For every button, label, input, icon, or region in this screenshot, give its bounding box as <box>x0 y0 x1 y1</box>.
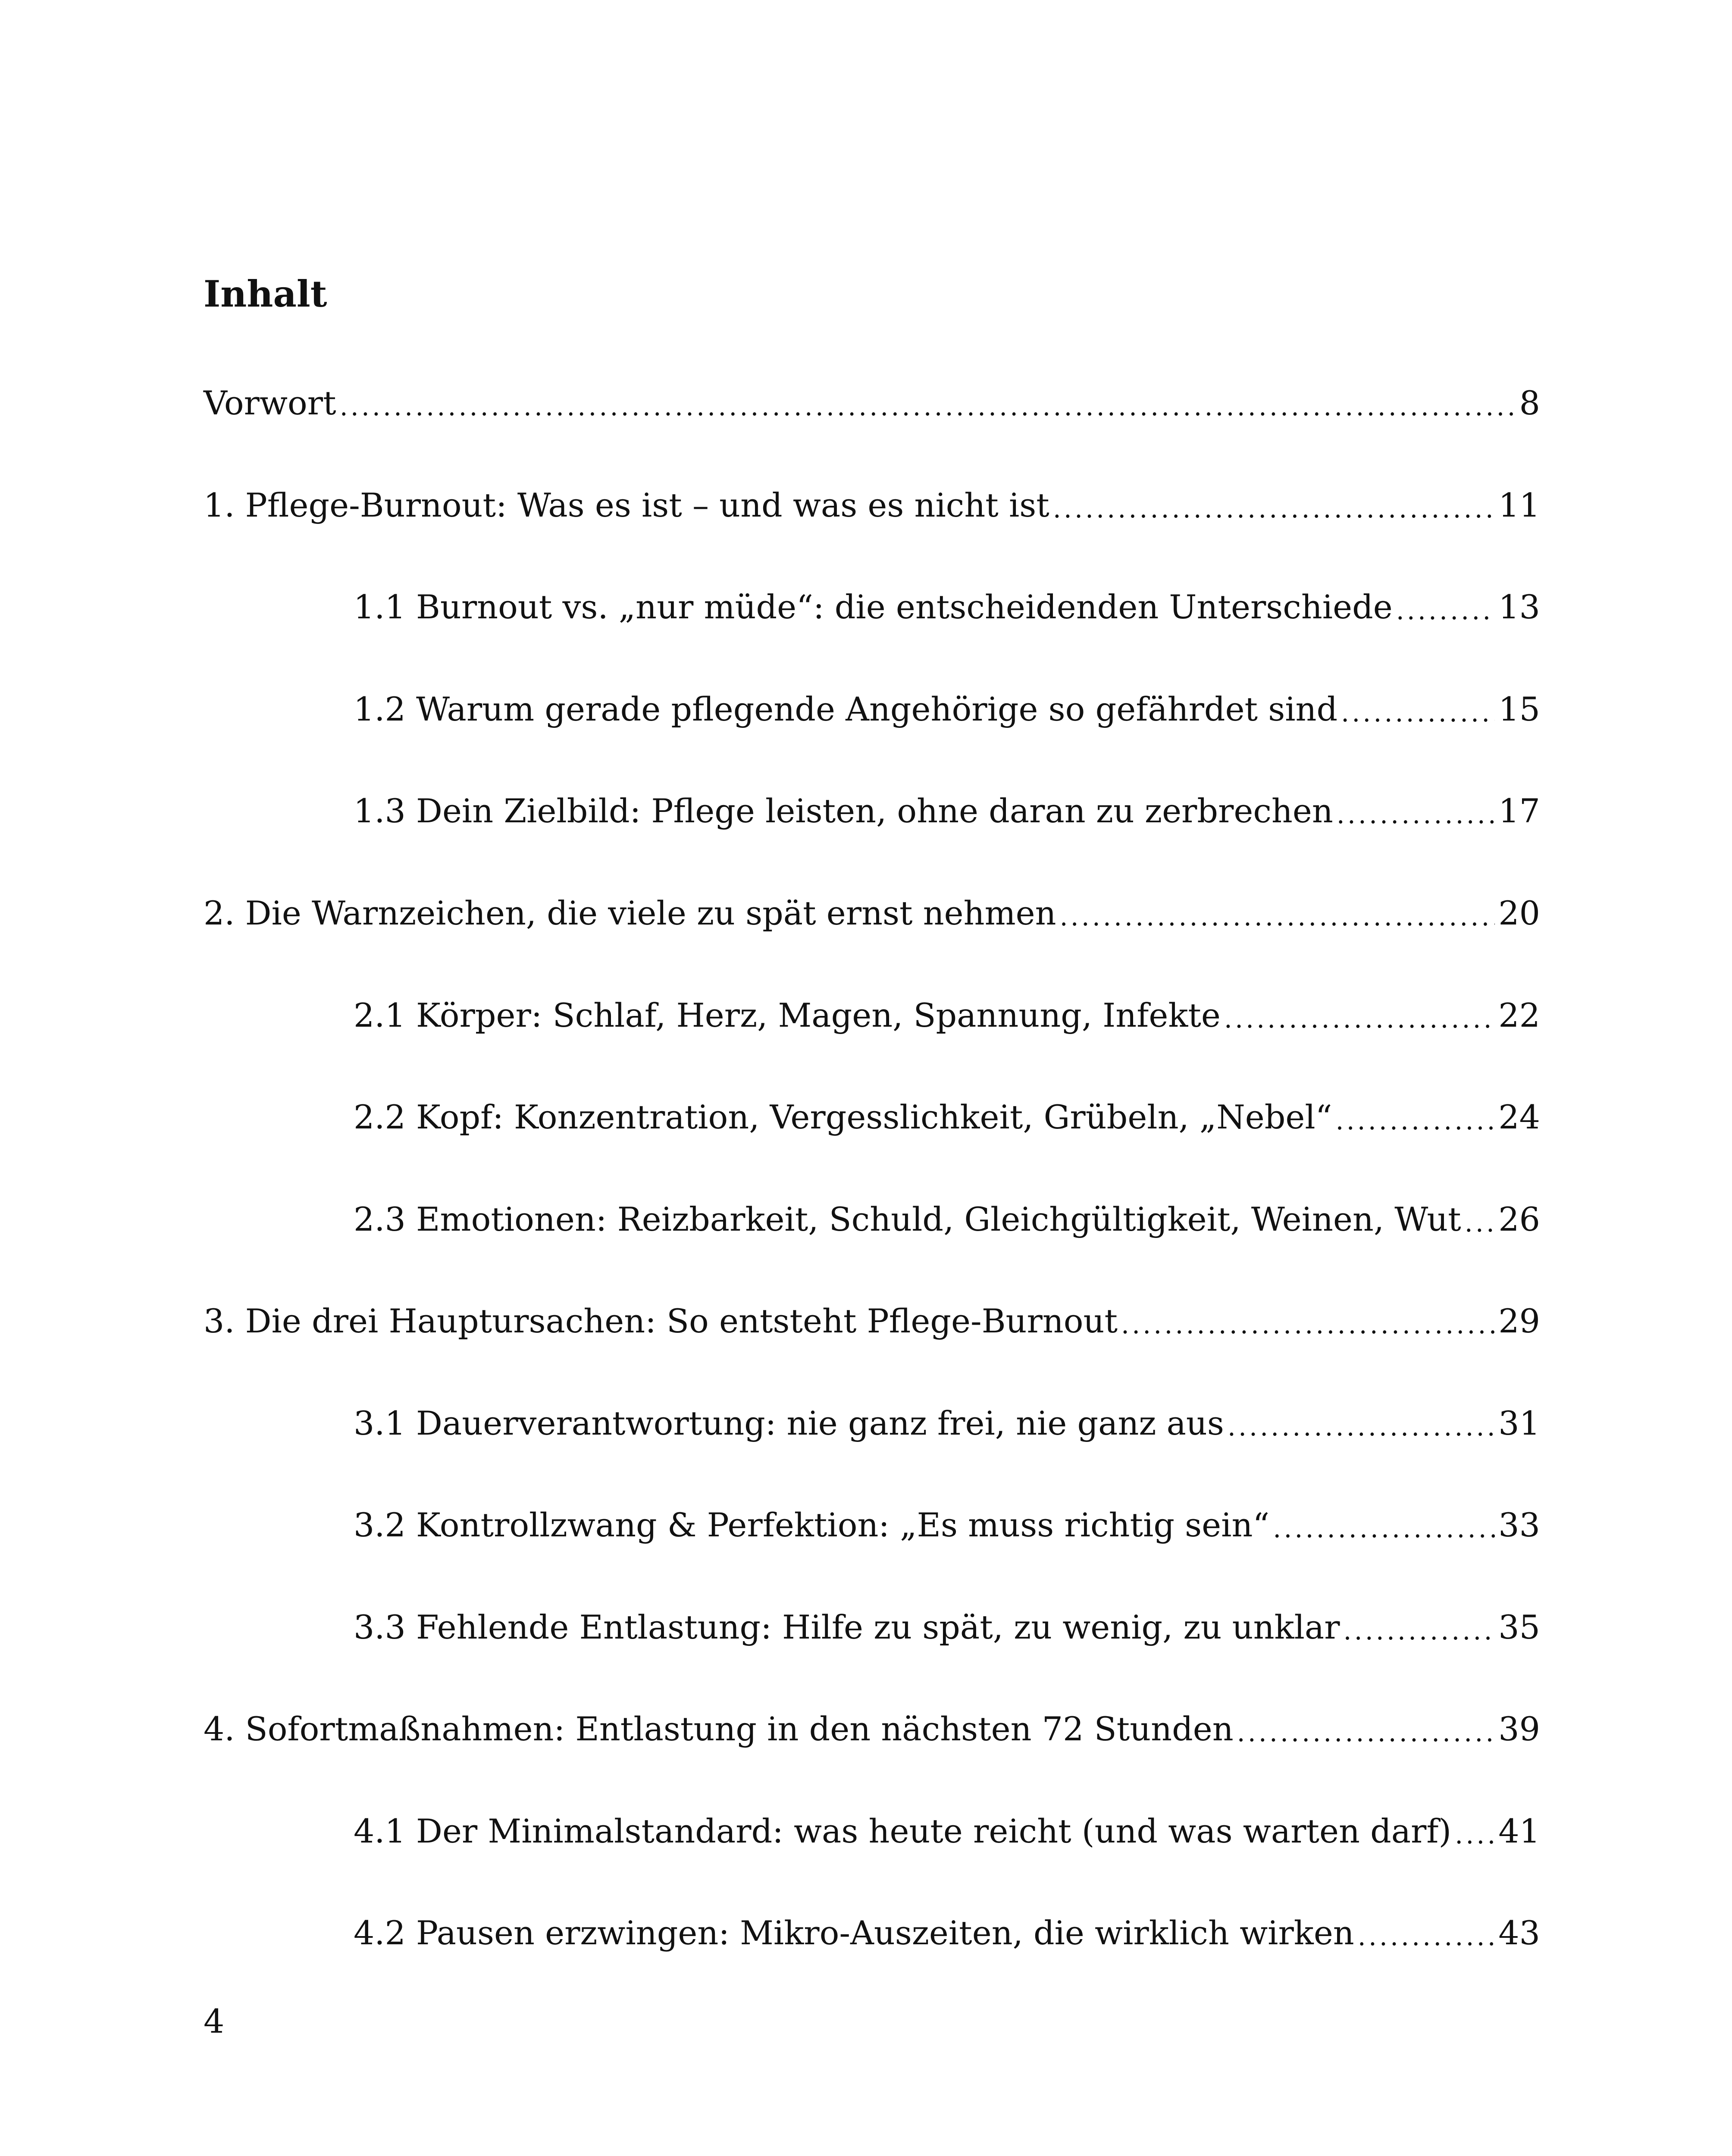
toc-entry-section-2-2 <box>354 1094 1540 1141</box>
dot-leader <box>1060 904 1495 930</box>
toc-heading: Inhalt <box>204 273 327 315</box>
toc-entry-label: 1. Pflege-Burnout: Was es ist – und was es nicht ist <box>204 486 1049 524</box>
toc-entry-page-number: 43 <box>1498 1914 1540 1952</box>
toc-entry-page-number: 13 <box>1498 588 1540 626</box>
toc-entry-section-2-3 <box>354 1196 1540 1243</box>
toc-entry-page-number: 24 <box>1498 1098 1540 1136</box>
toc-entry-label: 1.1 Burnout vs. „nur müde“: die entscheidenden Unterschiede <box>354 588 1393 626</box>
toc-entry-label: 2.3 Emotionen: Reizbarkeit, Schuld, Gleichgültigkeit, Weinen, Wut <box>354 1200 1461 1238</box>
toc-entry-label: 4.2 Pausen erzwingen: Mikro-Auszeiten, die wirklich wirken <box>354 1914 1354 1952</box>
dot-leader <box>1336 1108 1495 1134</box>
toc-entry-label: 2.1 Körper: Schlaf, Herz, Magen, Spannung, Infekte <box>354 996 1221 1034</box>
dot-leader <box>1396 598 1495 624</box>
toc-entry-chapter-4 <box>204 1705 1540 1753</box>
toc-entry-label: 2.2 Kopf: Konzentration, Vergesslichkeit, Grübeln, „Nebel“ <box>354 1098 1332 1136</box>
toc-entry-section-1-1 <box>354 583 1540 631</box>
toc-entry-page-number: 26 <box>1498 1200 1540 1238</box>
toc-entry-page-number: 11 <box>1498 486 1540 524</box>
toc-entry-label: 3.1 Dauerverantwortung: nie ganz frei, nie ganz aus <box>354 1404 1224 1442</box>
dot-leader <box>1228 1414 1495 1440</box>
toc-entry-page-number: 17 <box>1498 792 1540 830</box>
toc-entry-label: 3. Die drei Hauptursachen: So entsteht Pflege-Burnout <box>204 1302 1118 1340</box>
toc-entry-label: 4.1 Der Minimalstandard: was heute reicht (und was warten darf) <box>354 1812 1452 1850</box>
dot-leader <box>340 394 1516 420</box>
toc-entry-chapter-1 <box>204 482 1540 529</box>
toc-entry-label: 3.2 Kontrollzwang & Perfektion: „Es muss richtig sein“ <box>354 1506 1270 1544</box>
toc-entry-section-3-3 <box>354 1604 1540 1651</box>
toc-entry-page-number: 8 <box>1519 384 1540 422</box>
toc-entry-section-3-2 <box>354 1501 1540 1549</box>
dot-leader <box>1237 1720 1495 1745</box>
toc-entry-page-number: 39 <box>1498 1710 1540 1748</box>
toc-entry-label: 3.3 Fehlende Entlastung: Hilfe zu spät, zu wenig, zu unklar <box>354 1608 1340 1646</box>
toc-entry-page-number: 33 <box>1498 1506 1540 1544</box>
toc-entry-label: Vorwort <box>204 384 336 422</box>
dot-leader <box>1455 1822 1495 1848</box>
toc-entry-page-number: 29 <box>1498 1302 1540 1340</box>
toc-entry-chapter-3 <box>204 1297 1540 1345</box>
dot-leader <box>1121 1312 1495 1338</box>
page-number: 4 <box>204 2002 225 2040</box>
toc-entry-section-1-3 <box>354 787 1540 835</box>
toc-entry-vorwort <box>204 379 1540 427</box>
dot-leader <box>1465 1210 1495 1236</box>
toc-entry-page-number: 22 <box>1498 996 1540 1034</box>
toc-entry-section-4-1 <box>354 1808 1540 1855</box>
dot-leader <box>1358 1924 1495 1949</box>
dot-leader <box>1224 1006 1495 1032</box>
dot-leader <box>1273 1516 1495 1542</box>
toc-entry-label: 1.3 Dein Zielbild: Pflege leisten, ohne daran zu zerbrechen <box>354 792 1333 830</box>
dot-leader <box>1053 496 1495 522</box>
toc-entry-page-number: 41 <box>1498 1812 1540 1850</box>
toc-entry-section-4-2 <box>354 1909 1540 1957</box>
dot-leader <box>1344 1618 1495 1644</box>
toc-entry-label: 1.2 Warum gerade pflegende Angehörige so gefährdet sind <box>354 690 1338 728</box>
toc-entry-page-number: 15 <box>1498 690 1540 728</box>
toc-entry-chapter-2 <box>204 890 1540 937</box>
toc-entry-section-2-1 <box>354 992 1540 1039</box>
dot-leader <box>1337 802 1495 827</box>
toc-entry-label: 4. Sofortmaßnahmen: Entlastung in den nächsten 72 Stunden <box>204 1710 1234 1748</box>
toc-entry-section-3-1 <box>354 1400 1540 1447</box>
dot-leader <box>1341 700 1495 726</box>
toc-entry-page-number: 20 <box>1498 894 1540 932</box>
toc-entry-page-number: 35 <box>1498 1608 1540 1646</box>
toc-entry-page-number: 31 <box>1498 1404 1540 1442</box>
toc-entry-label: 2. Die Warnzeichen, die viele zu spät ernst nehmen <box>204 894 1056 932</box>
toc-entry-section-1-2 <box>354 686 1540 733</box>
